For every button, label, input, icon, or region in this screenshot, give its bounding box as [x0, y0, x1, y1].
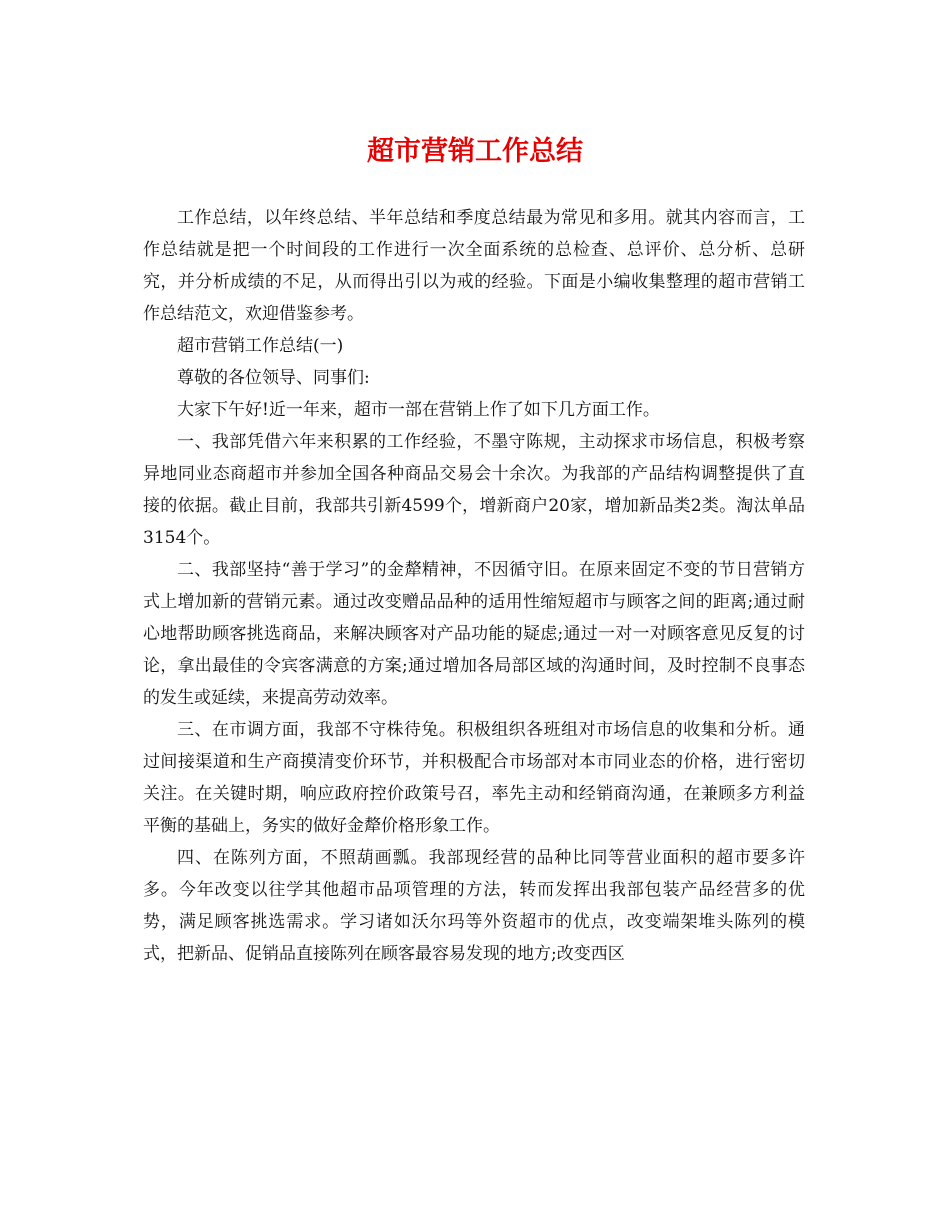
paragraph-point-four: 四、在陈列方面，不照葫画瓢。我部现经营的品种比同等营业面积的超市要多许多。今年改变以往学其他超市品项管理的方法，转而发挥出我部包装产品经营多的优势，满足顾客挑选需求。学习诸如沃尔玛等外资超市的优点，改变端架堆头陈列的模式，把新品、促销品直接陈列在顾客最容易发现的地方;改变西区: [143, 848, 805, 964]
document-body: [143, 202, 805, 970]
paragraph-section-heading: 超市营销工作总结(一): [177, 336, 344, 356]
paragraph-greeting: 大家下午好!近一年来，超市一部在营销上作了如下几方面工作。: [177, 400, 660, 420]
paragraph-intro: 工作总结，以年终总结、半年总结和季度总结最为常见和多用。就其内容而言，工作总结就是把一个时间段的工作进行一次全面系统的总检查、总评价、总分析、总研究，并分析成绩的不足，从而得出引以为戒的经验。下面是小编收集整理的超市营销工作总结范文，欢迎借鉴参考。: [143, 208, 805, 324]
paragraph-salutation: 尊敬的各位领导、同事们:: [177, 368, 370, 388]
paragraph-point-three: 三、在市调方面，我部不守株待兔。积极组织各班组对市场信息的收集和分析。通过间接渠道和生产商摸清变价环节，并积极配合市场部对本市同业态的价格，进行密切关注。在关键时期，响应政府控价政策号召，率先主动和经销商沟通，在兼顾多方利益平衡的基础上，务实的做好金犛价格形象工作。: [143, 720, 805, 836]
paragraph-point-two: 二、我部坚持“善于学习”的金犛精神，不因循守旧。在原来固定不变的节日营销方式上增加新的营销元素。通过改变赠品品种的适用性缩短超市与顾客之间的距离;通过耐心地帮助顾客挑选商品，来解决顾客对产品功能的疑虑;通过一对一对顾客意见反复的讨论，拿出最佳的令宾客满意的方案;通过增加各局部区域的沟通时间，及时控制不良事态的发生或延续，来提高劳动效率。: [143, 560, 805, 708]
paragraph-point-one: 一、我部凭借六年来积累的工作经验，不墨守陈规，主动探求市场信息，积极考察异地同业态商超市并参加全国各种商品交易会十余次。为我部的产品结构调整提供了直接的依据。截止目前，我部共引新4599个，增新商户20家，增加新品类2类。淘汰单品 3154个。: [143, 432, 805, 548]
document-title: 超市营销工作总结: [367, 136, 583, 167]
